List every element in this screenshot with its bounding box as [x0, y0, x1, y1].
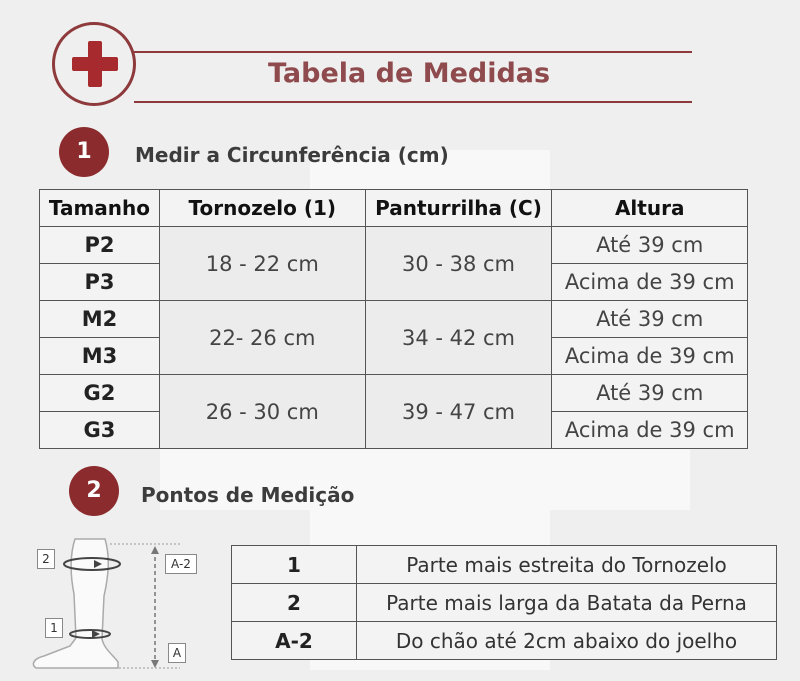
diagram-label-1: 1 [45, 618, 63, 638]
size-cell: P2 [40, 227, 160, 264]
altura-cell: Até 39 cm [552, 375, 748, 412]
points-table [231, 545, 777, 660]
point-desc: Parte mais larga da Batata da Perna [357, 584, 777, 622]
panturrilha-cell: 34 - 42 cm [365, 301, 552, 375]
point-desc: Parte mais estreita do Tornozelo [357, 546, 777, 584]
panturrilha-cell: 30 - 38 cm [365, 227, 552, 301]
altura-cell: Acima de 39 cm [552, 264, 748, 301]
header-tornozelo: Tornozelo (1) [159, 190, 365, 227]
altura-cell: Acima de 39 cm [552, 338, 748, 375]
diagram-label-a: A [168, 643, 186, 663]
table-row [232, 546, 777, 584]
size-cell: M3 [40, 338, 160, 375]
altura-cell: Até 39 cm [552, 227, 748, 264]
tornozelo-cell: 18 - 22 cm [159, 227, 365, 301]
cross-icon [52, 22, 136, 106]
size-cell: G3 [40, 412, 160, 449]
step-number-2: 2 [69, 466, 119, 516]
table-row [40, 301, 748, 338]
altura-cell: Acima de 39 cm [552, 412, 748, 449]
tornozelo-cell: 26 - 30 cm [159, 375, 365, 449]
diagram-label-a2: A-2 [165, 554, 197, 574]
header-tamanho: Tamanho [40, 190, 160, 227]
size-cell: M2 [40, 301, 160, 338]
table-row [40, 227, 748, 264]
header-top-line [134, 51, 692, 53]
section-2-label: Pontos de Medição [141, 483, 355, 507]
table-row [40, 375, 748, 412]
point-key: 1 [232, 546, 357, 584]
panturrilha-cell: 39 - 47 cm [365, 375, 552, 449]
table-row [232, 584, 777, 622]
size-cell: G2 [40, 375, 160, 412]
table-row [232, 622, 777, 660]
section-1-label: Medir a Circunferência (cm) [135, 143, 449, 167]
size-table [39, 189, 748, 449]
diagram-label-2: 2 [37, 549, 55, 569]
step-number-1: 1 [59, 127, 109, 177]
point-desc: Do chão até 2cm abaixo do joelho [357, 622, 777, 660]
point-key: 2 [232, 584, 357, 622]
header-panturrilha: Panturrilha (C) [365, 190, 552, 227]
page-title: Tabela de Medidas [268, 58, 551, 89]
point-key: A-2 [232, 622, 357, 660]
header-altura: Altura [552, 190, 748, 227]
altura-cell: Até 39 cm [552, 301, 748, 338]
tornozelo-cell: 22- 26 cm [159, 301, 365, 375]
header-bottom-line [134, 101, 692, 103]
size-cell: P3 [40, 264, 160, 301]
table-header-row [40, 190, 748, 227]
